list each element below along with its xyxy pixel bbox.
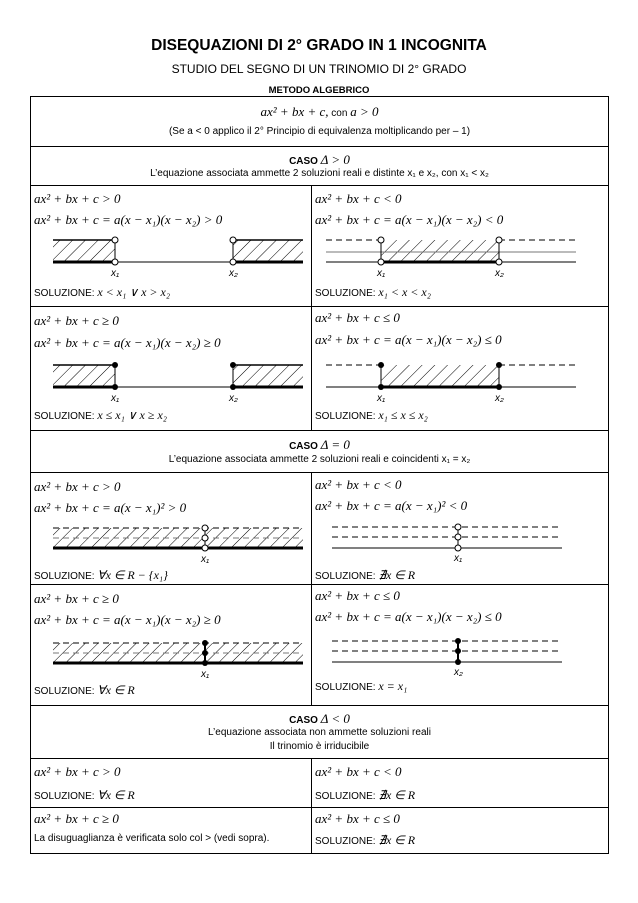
x2-label: x₂ [454, 667, 463, 678]
factored-formula: ax² + bx + c = a(x − x₁)(x − x₂) ≥ 0 [34, 335, 221, 350]
open-point [496, 259, 502, 265]
case3-condition: Δ < 0 [320, 711, 350, 726]
open-point [202, 525, 208, 531]
closed-point [202, 640, 208, 646]
open-point [378, 237, 384, 243]
solution-value: ∀x ∈ R [97, 788, 135, 802]
solution-label: SOLUZIONE: [34, 288, 95, 299]
factored-formula: ax² + bx + c = a(x − x₁)(x − x₂) ≤ 0 [315, 332, 502, 347]
solution [34, 683, 135, 698]
open-point [230, 237, 236, 243]
case3-label: CASO [289, 715, 318, 726]
x2-label: x₂ [495, 393, 504, 404]
x1-label: x₁ [201, 554, 210, 565]
case2-cell-le [312, 585, 588, 705]
case3-cell-ge [31, 808, 307, 854]
open-point [378, 259, 384, 265]
sign-diagram [53, 359, 303, 405]
closed-point [112, 362, 118, 368]
note: La disuguaglianza è verificata solo col > (vedi sopra). [34, 833, 270, 844]
solution-label: SOLUZIONE: [315, 571, 376, 582]
solution-value: x < x₁ ∨ x > x₂ [97, 285, 170, 299]
case1-title [31, 152, 608, 168]
solution-value: x₁ ≤ x ≤ x₂ [378, 408, 428, 422]
solution-label: SOLUZIONE: [34, 411, 95, 422]
open-point [112, 237, 118, 243]
solution [34, 568, 168, 583]
sign-diagram [332, 521, 562, 565]
open-point [202, 545, 208, 551]
hatch-region [381, 240, 499, 262]
solution-value: x ≤ x₁ ∨ x ≥ x₂ [97, 408, 167, 422]
x1-label: x₁ [201, 669, 210, 680]
inequality-formula: ax² + bx + c < 0 [315, 477, 402, 492]
closed-point [496, 362, 502, 368]
case1-condition: Δ > 0 [320, 152, 350, 167]
factored-formula: ax² + bx + c = a(x − x₁)(x − x₂) ≤ 0 [315, 609, 502, 624]
solution-label: SOLUZIONE: [315, 411, 376, 422]
case2-description: L’equazione associata ammette 2 soluzioni reali e coincidenti x₁ = x₂ [168, 454, 471, 465]
open-point [455, 524, 461, 530]
sign-diagram [332, 635, 562, 679]
solution-label: SOLUZIONE: [315, 791, 376, 802]
solution [315, 285, 431, 300]
closed-point [455, 648, 461, 654]
inequality-formula: ax² + bx + c ≤ 0 [315, 588, 400, 603]
x1-label: x₁ [377, 393, 386, 404]
x1-label: x₁ [111, 268, 120, 279]
intro-con: con [331, 108, 348, 119]
case2-cell-ge [31, 585, 307, 705]
factored-formula: ax² + bx + c = a(x − x₁)² > 0 [34, 500, 187, 515]
solution-label: SOLUZIONE: [34, 686, 95, 697]
case2-label: CASO [289, 441, 318, 452]
inequality-formula: ax² + bx + c ≤ 0 [315, 310, 400, 325]
case3-description-2: Il trinomio è irriducibile [269, 741, 370, 752]
divider [31, 430, 608, 431]
case3-cell-gt [31, 759, 307, 807]
solution-value: x = x₁ [378, 679, 408, 693]
sign-diagram [326, 359, 576, 405]
factored-formula: ax² + bx + c = a(x − x₁)(x − x₂) ≥ 0 [34, 612, 221, 627]
case1-cell-gt [31, 185, 307, 306]
solution-label: SOLUZIONE: [315, 836, 376, 847]
solution-value: ∄x ∈ R [378, 788, 416, 802]
x2-label: x₂ [495, 268, 504, 279]
x2-label: x₂ [229, 393, 238, 404]
factored-formula: ax² + bx + c = a(x − x₁)² < 0 [315, 498, 468, 513]
page-title: DISEQUAZIONI DI 2° GRADO IN 1 INCOGNITA [151, 37, 487, 54]
inequality-formula: ax² + bx + c > 0 [34, 191, 121, 206]
closed-point [455, 659, 461, 665]
case2-condition: Δ = 0 [320, 437, 350, 452]
closed-point [230, 362, 236, 368]
sign-diagram [53, 234, 303, 280]
solution [315, 833, 415, 848]
inequality-formula: ax² + bx + c < 0 [315, 191, 402, 206]
solution-label: SOLUZIONE: [34, 791, 95, 802]
closed-point [455, 638, 461, 644]
sign-diagram [53, 522, 303, 566]
inequality-formula: ax² + bx + c ≤ 0 [315, 811, 400, 826]
case3-description: L’equazione associata non ammette soluzioni reali [208, 727, 431, 738]
closed-point [378, 362, 384, 368]
case1-description: L’equazione associata ammette 2 soluzioni reali e distinte x₁ e x₂, con x₁ < x₂ [150, 168, 489, 179]
open-point [202, 535, 208, 541]
solution-value: x₁ < x < x₂ [378, 285, 431, 299]
closed-point [378, 384, 384, 390]
solution [34, 408, 167, 423]
case1-cell-ge [31, 307, 307, 430]
closed-point [202, 650, 208, 656]
x1-label: x₁ [454, 553, 463, 564]
hatch-region [53, 240, 115, 262]
x1-label: x₁ [377, 268, 386, 279]
solution [34, 788, 135, 803]
case1-cell-le [312, 307, 588, 430]
closed-point [230, 384, 236, 390]
intro-condition: a > 0 [350, 104, 379, 119]
inequality-formula: ax² + bx + c ≥ 0 [34, 591, 119, 606]
case1-label: CASO [289, 156, 318, 167]
hatch-region [381, 365, 499, 387]
solution [315, 568, 415, 583]
solution-label: SOLUZIONE: [315, 682, 376, 693]
solution [315, 408, 428, 423]
intro-note: (Se a < 0 applico il 2° Principio di equivalenza moltiplicando per – 1) [168, 126, 471, 137]
inequality-formula: ax² + bx + c ≥ 0 [34, 811, 119, 826]
intro-formula-line [31, 104, 608, 120]
open-point [230, 259, 236, 265]
solution [315, 679, 407, 694]
method-label: METODO ALGEBRICO [268, 85, 370, 96]
case1-cell-lt [312, 185, 588, 306]
sign-diagram [53, 637, 303, 681]
open-point [455, 534, 461, 540]
open-point [496, 237, 502, 243]
inequality-formula: ax² + bx + c > 0 [34, 479, 121, 494]
solution [34, 285, 170, 300]
case2-cell-lt [312, 473, 588, 584]
hatch-region [233, 365, 303, 387]
sign-diagram [326, 234, 576, 280]
inequality-table [30, 96, 609, 854]
closed-point [202, 660, 208, 666]
solution-value: ∄x ∈ R [378, 568, 416, 582]
case3-cell-lt [312, 759, 588, 807]
inequality-formula: ax² + bx + c ≥ 0 [34, 313, 119, 328]
case2-title [31, 437, 608, 453]
open-point [455, 545, 461, 551]
x2-label: x₂ [229, 268, 238, 279]
case3-cell-le [312, 808, 588, 854]
solution-value: ∄x ∈ R [378, 833, 416, 847]
hatch-region [233, 240, 303, 262]
solution-value: ∀x ∈ R [97, 683, 135, 697]
open-point [112, 259, 118, 265]
case2-cell-gt [31, 473, 307, 584]
solution-value: ∀x ∈ R − {x₁} [97, 568, 168, 582]
x1-label: x₁ [111, 393, 120, 404]
factored-formula: ax² + bx + c = a(x − x₁)(x − x₂) > 0 [34, 212, 223, 227]
hatch-region [53, 365, 115, 387]
solution-label: SOLUZIONE: [34, 571, 95, 582]
solution-label: SOLUZIONE: [315, 288, 376, 299]
page-subtitle: STUDIO DEL SEGNO DI UN TRINOMIO DI 2° GRADO [171, 62, 467, 76]
factored-formula: ax² + bx + c = a(x − x₁)(x − x₂) < 0 [315, 212, 504, 227]
divider [31, 146, 608, 147]
solution [315, 788, 415, 803]
divider [31, 705, 608, 706]
closed-point [112, 384, 118, 390]
inequality-formula: ax² + bx + c > 0 [34, 764, 121, 779]
closed-point [496, 384, 502, 390]
case3-title [31, 711, 608, 727]
inequality-formula: ax² + bx + c < 0 [315, 764, 402, 779]
intro-formula: ax² + bx + c, [260, 104, 329, 119]
